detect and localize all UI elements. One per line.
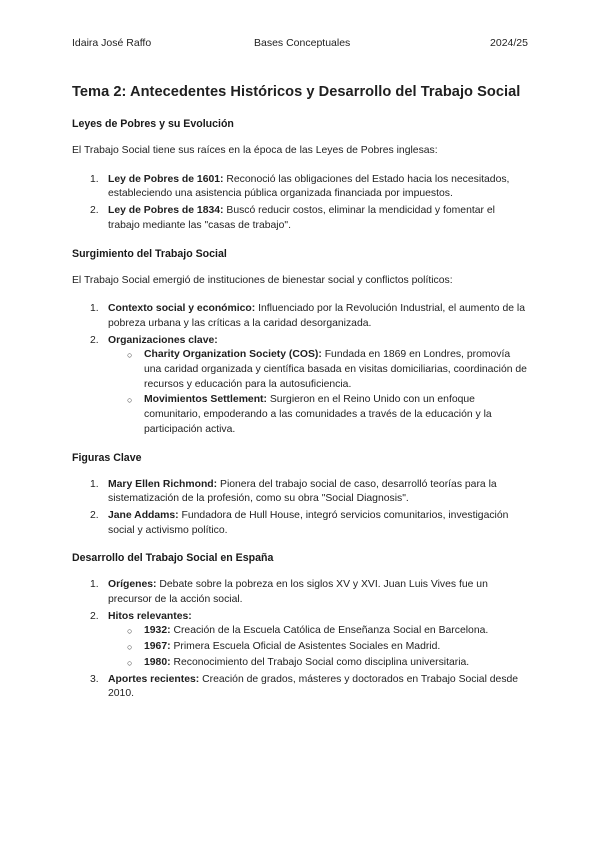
numbered-list bbox=[72, 578, 528, 702]
sub-list bbox=[108, 624, 528, 670]
section-intro: El Trabajo Social tiene sus raíces en la época de las Leyes de Pobres inglesas: bbox=[72, 145, 438, 156]
list-item: 2. Organizaciones clave: ○ Charity Organization Society (COS): Fundada en 1869 en Londres, promovía una caridad organizada y científica basada en visitas domiciliarias, coordinación de recursos y educación para la autosuficiencia. ○ Movimientos Settlement: Surgieron en el Reino Unido con un enfoque comunitario, empoderando a las comunidades a través de la educación y la participación activa. bbox=[72, 334, 528, 438]
sub-list-item: ○ 1980: Reconocimiento del Trabajo Social como disciplina universitaria. bbox=[108, 656, 528, 671]
circle-bullet-icon: ○ bbox=[127, 395, 133, 406]
sub-list bbox=[108, 348, 528, 437]
numbered-list bbox=[72, 478, 528, 539]
header-author: Idaira José Raffo bbox=[72, 37, 152, 49]
list-item: 1. Ley de Pobres de 1601: Reconoció las obligaciones del Estado hacia los necesitados, estableciendo una asistencia pública organizada financiada por impuestos. bbox=[90, 173, 510, 200]
list-item: 2. Ley de Pobres de 1834: Buscó reducir costos, eliminar la mendicidad y fomentar el trabajo mediante las "casas de trabajo". bbox=[90, 205, 495, 231]
list-item: 2. Hitos relevantes: ○ 1932: Creación de la Escuela Católica de Enseñanza Social en Barcelona. ○ 1967: Primera Escuela Oficial de Asistentes Sociales en Madrid. ○ 1980: Reconocimiento del Trabajo Social como disciplina universitaria. bbox=[72, 610, 528, 671]
sub-list-item: ○ Charity Organization Society (COS): Fundada en 1869 en Londres, promovía una caridad organizada y científica basada en visitas domiciliarias, coordinación de recursos y educación para la autosuficiencia. bbox=[127, 349, 527, 390]
header-subject: Bases Conceptuales bbox=[254, 37, 351, 49]
list-item: 1. Mary Ellen Richmond: Pionera del trabajo social de caso, desarrolló teorías para la sistematización de la profesión, como su obra "Social Diagnosis". bbox=[90, 478, 497, 505]
sub-list-item: ○ 1967: Primera Escuela Oficial de Asistentes Sociales en Madrid. bbox=[108, 640, 528, 655]
header-year: 2024/25 bbox=[490, 37, 528, 49]
circle-bullet-icon: ○ bbox=[127, 350, 133, 361]
sub-list-item: ○ 1932: Creación de la Escuela Católica de Enseñanza Social en Barcelona. bbox=[108, 624, 528, 639]
circle-bullet-icon: ○ bbox=[127, 626, 133, 637]
section-heading-leyes-pobres: Leyes de Pobres y su Evolución bbox=[72, 118, 234, 130]
list-item: 2. Jane Addams: Fundadora de Hull House, integró servicios comunitarios, investigación social y activismo político. bbox=[90, 509, 509, 536]
circle-bullet-icon: ○ bbox=[127, 657, 133, 668]
section-heading-surgimiento: Surgimiento del Trabajo Social bbox=[72, 247, 227, 260]
page-title: Tema 2: Antecedentes Históricos y Desarrollo del Trabajo Social bbox=[72, 84, 521, 100]
numbered-list bbox=[72, 173, 528, 234]
section-heading-espana: Desarrollo del Trabajo Social en España bbox=[72, 552, 274, 565]
circle-bullet-icon: ○ bbox=[127, 642, 133, 653]
numbered-list bbox=[72, 302, 528, 437]
document-body bbox=[72, 84, 528, 716]
list-item: 3. Aportes recientes: Creación de grados, másteres y doctorados en Trabajo Social desde 2010. bbox=[90, 673, 519, 700]
list-item: 1. Orígenes: Debate sobre la pobreza en los siglos XV y XVI. Juan Luis Vives fue un precursor de la acción social. bbox=[90, 579, 488, 606]
section-heading-figuras: Figuras Clave bbox=[72, 451, 142, 464]
page-header bbox=[72, 37, 528, 51]
list-item: 1. Contexto social y económico: Influenciado por la Revolución Industrial, el aumento de la pobreza urbana y las críticas a la caridad desorganizada. bbox=[90, 303, 525, 329]
section-intro: El Trabajo Social emergió de instituciones de bienestar social y conflictos políticos: bbox=[72, 274, 453, 286]
sub-list-item: ○ Movimientos Settlement: Surgieron en el Reino Unido con un enfoque comunitario, empoderando a las comunidades a través de la educación y la participación activa. bbox=[127, 394, 492, 435]
